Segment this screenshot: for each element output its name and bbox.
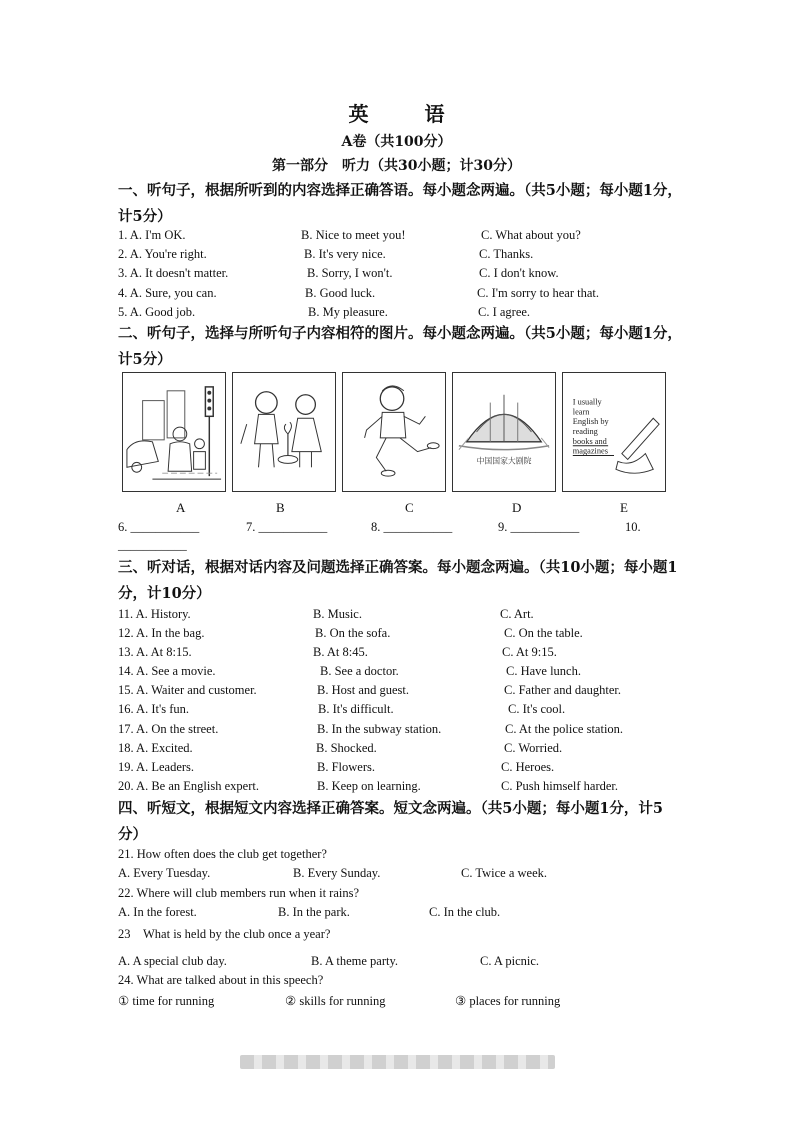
question-row	[118, 286, 683, 305]
option-a: 3. A. It doesn't matter.	[118, 266, 229, 280]
option-c: C. I'm sorry to hear that.	[477, 286, 600, 300]
picture-b	[232, 372, 336, 492]
option-b: B. Shocked.	[316, 741, 377, 755]
option-c: C. What about you?	[481, 228, 581, 242]
option-a: 18. A. Excited.	[118, 741, 193, 755]
option-b: B. Every Sunday.	[293, 866, 381, 880]
option-c: C. Heroes.	[501, 760, 555, 774]
picture-strip	[122, 372, 672, 496]
option-c: C. At 9:15.	[502, 645, 557, 659]
reading-illustration	[563, 373, 665, 491]
section4-heading: 四、听短文，根据短文内容选择正确答案。短文念两遍。（共5小题；每小题1分，计5分）	[118, 800, 664, 843]
option-b: B. Music.	[313, 607, 362, 621]
option-b: B. Good luck.	[305, 286, 376, 300]
e-line: reading	[572, 426, 598, 436]
option-a: 2. A. You're right.	[118, 247, 207, 261]
section3-heading: 三、听对话，根据对话内容及问题选择正确答案。每小题念两遍。（共10小题；每小题1分，计10分）	[118, 559, 678, 602]
question-row	[118, 722, 683, 741]
question-24: 24. What are talked about in this speech?	[118, 973, 324, 987]
option-c: C. At the police station.	[505, 722, 624, 736]
option-c: C. Art.	[500, 607, 534, 621]
option-b: B. Sorry, I won't.	[307, 266, 393, 280]
picture-letter-a: A	[176, 500, 186, 515]
blank-8[interactable]: 8. ___________	[371, 520, 453, 534]
option-b: B. It's very nice.	[304, 247, 386, 261]
option-c: C. Worried.	[504, 741, 563, 755]
option-a: A. In the forest.	[118, 905, 197, 919]
option-a: 13. A. At 8:15.	[118, 645, 192, 659]
option-2: ② skills for running	[285, 994, 386, 1008]
option-c: C. I agree.	[478, 305, 531, 319]
option-a: A. A special club day.	[118, 954, 227, 968]
question-row	[118, 664, 683, 683]
question-row	[118, 866, 683, 885]
option-b: B. Keep on learning.	[317, 779, 421, 793]
option-a: 12. A. In the bag.	[118, 626, 205, 640]
option-b: B. A theme party.	[311, 954, 399, 968]
question-row	[118, 228, 683, 247]
question-stem	[118, 847, 683, 866]
option-b: B. Nice to meet you!	[301, 228, 406, 242]
picture-d	[452, 372, 556, 492]
option-a: 14. A. See a movie.	[118, 664, 216, 678]
option-b: B. My pleasure.	[308, 305, 388, 319]
picture-letter-b: B	[276, 500, 285, 515]
option-c: C. On the table.	[504, 626, 583, 640]
option-3: ③ places for running	[455, 994, 561, 1008]
option-c: C. It's cool.	[508, 702, 566, 716]
option-b: B. On the sofa.	[315, 626, 391, 640]
option-1: ① time for running	[118, 994, 215, 1008]
question-row	[118, 954, 683, 973]
picture-c	[342, 372, 446, 492]
option-b: B. It's difficult.	[318, 702, 394, 716]
option-c: C. Push himself harder.	[501, 779, 619, 793]
option-a: A. Every Tuesday.	[118, 866, 211, 880]
question-row	[118, 626, 683, 645]
option-b: B. In the subway station.	[317, 722, 442, 736]
question-row	[118, 266, 683, 285]
section1-heading: 一、听句子，根据所听到的内容选择正确答语。每小题念两遍。（共5小题；每小题1分，计5分）	[118, 182, 682, 225]
e-line: books and	[572, 436, 607, 446]
option-b: B. Flowers.	[317, 760, 375, 774]
picture-letter-c: C	[405, 500, 414, 515]
page-title: 英 语	[348, 102, 463, 126]
question-21: 21. How often does the club get together?	[118, 847, 327, 861]
part1-heading: 第一部分 听力（共30小题；计30分）	[272, 158, 521, 174]
e-line: magazines	[572, 446, 608, 456]
option-a: 17. A. On the street.	[118, 722, 219, 736]
option-c: C. A picnic.	[480, 954, 540, 968]
planting-tree-illustration	[233, 373, 335, 491]
running-boy-illustration	[343, 373, 445, 491]
question-stem	[118, 886, 683, 905]
option-b: B. Host and guest.	[317, 683, 410, 697]
question-row	[118, 607, 683, 626]
picture-letter-d: D	[512, 500, 522, 515]
blank-9[interactable]: 9. ___________	[498, 520, 580, 534]
option-c: C. Father and daughter.	[504, 683, 621, 697]
e-line: learn	[572, 407, 590, 417]
question-row	[118, 760, 683, 779]
option-a: 19. A. Leaders.	[118, 760, 195, 774]
question-row	[118, 702, 683, 721]
blank-10[interactable]: 10.	[625, 520, 641, 534]
blank-6[interactable]: 6. ___________	[118, 520, 200, 534]
option-c: C. Twice a week.	[461, 866, 548, 880]
blank-10-line[interactable]: ___________	[118, 538, 187, 552]
blurred-footer	[240, 1055, 555, 1069]
option-a: 15. A. Waiter and customer.	[118, 683, 257, 697]
question-row	[118, 993, 683, 1012]
question-row	[118, 741, 683, 760]
option-b: B. At 8:45.	[313, 645, 368, 659]
question-row	[118, 683, 683, 702]
crossing-street-illustration	[123, 373, 225, 491]
blank-7[interactable]: 7. ___________	[246, 520, 328, 534]
option-c: C. Thanks.	[479, 247, 534, 261]
option-c: C. Have lunch.	[506, 664, 581, 678]
question-23: 23 What is held by the club once a year?	[118, 927, 331, 941]
option-c: C. I don't know.	[479, 266, 559, 280]
picture-e	[562, 372, 666, 492]
question-22: 22. Where will club members run when it rains?	[118, 886, 360, 900]
question-row	[118, 905, 683, 924]
picture-a	[122, 372, 226, 492]
question-row	[118, 247, 683, 266]
e-line: I usually	[572, 397, 602, 407]
option-b: B. In the park.	[278, 905, 350, 919]
option-a: 16. A. It's fun.	[118, 702, 190, 716]
option-c: C. In the club.	[429, 905, 501, 919]
question-stem	[118, 924, 683, 943]
option-a: 5. A. Good job.	[118, 305, 196, 319]
paper-a-heading: A卷（共100分）	[341, 134, 452, 150]
e-line: English by	[572, 417, 609, 427]
picture-letter-e: E	[620, 500, 628, 515]
option-b: B. See a doctor.	[320, 664, 399, 678]
question-stem	[118, 973, 683, 992]
option-a: 4. A. Sure, you can.	[118, 286, 217, 300]
question-row	[118, 645, 683, 664]
section2-heading: 二、听句子，选择与所听句子内容相符的图片。每小题念两遍。（共5小题；每小题1分，计5分）	[118, 325, 682, 368]
option-a: 11. A. History.	[118, 607, 191, 621]
answer-blanks	[118, 520, 688, 540]
national-theatre-illustration	[453, 373, 555, 491]
theatre-caption: 中国国家大剧院	[476, 456, 532, 466]
option-a: 1. A. I'm OK.	[118, 228, 186, 242]
option-a: 20. A. Be an English expert.	[118, 779, 259, 793]
